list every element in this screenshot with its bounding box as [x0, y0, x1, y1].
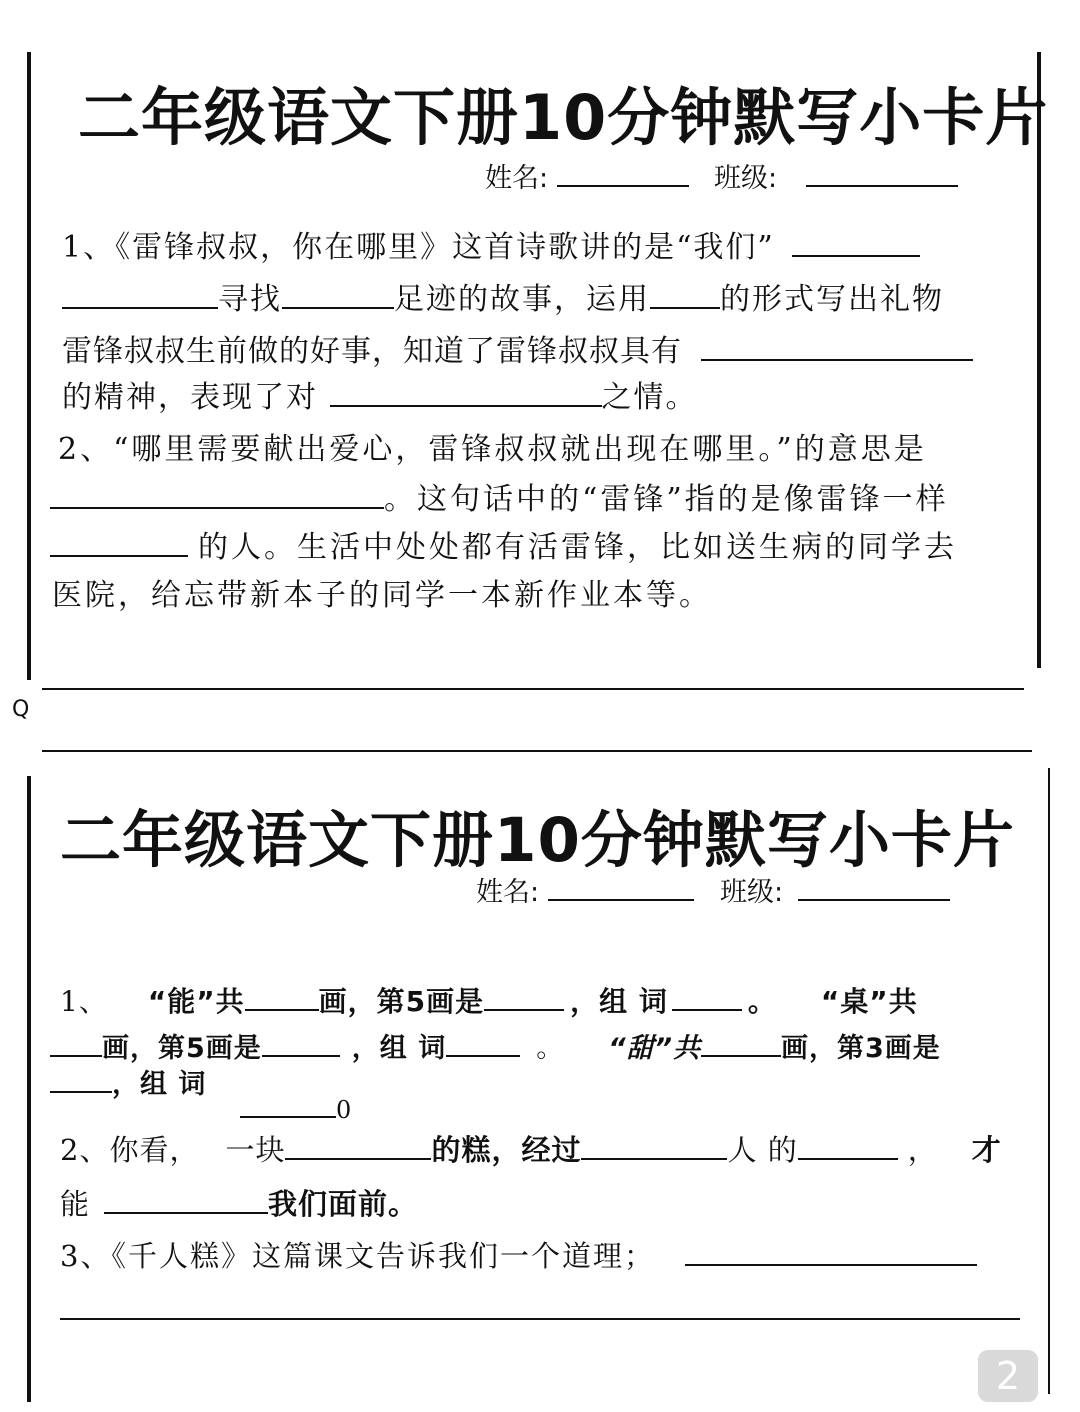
card1-blank-6[interactable]: [330, 379, 602, 407]
q3-text: 3、《千人糕》这篇课文告诉我们一个道理；: [60, 1239, 655, 1273]
q2-text-b: 一块: [225, 1133, 286, 1167]
card1-line-6: [50, 474, 949, 518]
q2-text-d: 人 的: [727, 1133, 798, 1167]
q2-text-f: 才: [971, 1133, 1002, 1167]
q1-text-i: “甜”共: [608, 1033, 701, 1064]
card1-blank-7[interactable]: [50, 481, 384, 509]
q1-text-a: “能”共: [147, 985, 245, 1018]
card1-line-3: [62, 326, 973, 370]
card1-line-8: [52, 570, 712, 614]
card2-q1-line-4: [240, 1094, 353, 1124]
q3-blank-1[interactable]: [685, 1238, 977, 1266]
card2-left-border: [27, 776, 31, 1402]
card2-q1-line-2: [50, 1026, 941, 1065]
card2-class-field: [720, 870, 950, 909]
card1-left-border: [27, 52, 31, 680]
card1-blank-5[interactable]: [701, 333, 973, 361]
q1-blank-2[interactable]: [484, 983, 564, 1011]
card1-line-4-text-b: 之情。: [601, 380, 698, 415]
card1-line-2: [62, 274, 944, 318]
q2-text-h: 我们面前。: [268, 1187, 419, 1221]
q2-text-e: ，: [907, 1133, 938, 1167]
q1-text-b: 画，第5画是: [318, 985, 485, 1018]
card1-line-4-text-a: 的精神，表现了对: [62, 380, 318, 415]
card1-line-5: [58, 424, 927, 468]
separator-line-bottom: [42, 750, 1032, 752]
card1-title: 二年级语文下册10分钟默写小卡片: [78, 81, 1049, 154]
q1-text-h: 。: [536, 1033, 565, 1064]
card1-line-2-text-c: 的形式写出礼物: [720, 282, 944, 317]
card1-blank-8[interactable]: [50, 529, 188, 557]
q3-answer-line[interactable]: [60, 1318, 1020, 1320]
card1-line-1: [62, 222, 920, 266]
card2-name-field: [476, 870, 694, 909]
q1-text-d: 。: [747, 985, 777, 1018]
card1-line-7-text: 的人。生活中处处都有活雷锋，比如送生病的同学去: [198, 530, 957, 565]
card2-q1-line-3: [50, 1062, 206, 1101]
card1-line-2-text-b: 足迹的故事，运用: [394, 282, 650, 317]
q1-text-g: ，组 词: [351, 1033, 447, 1064]
separator-line-top: [42, 688, 1024, 690]
q1-blank-1[interactable]: [245, 983, 319, 1011]
q1-number: 1、: [60, 985, 108, 1018]
card1-line-7: [50, 522, 957, 566]
q2-text-a: 2、你看，: [60, 1133, 200, 1167]
card2-name-blank[interactable]: [548, 873, 694, 901]
card1-blank-2[interactable]: [62, 281, 218, 309]
card1-name-label: 姓名:: [485, 163, 549, 194]
card1-line-4: [62, 372, 698, 416]
q2-text-g: 能: [60, 1187, 91, 1221]
card1-line-1-text: 1、《雷锋叔叔，你在哪里》这首诗歌讲的是“我们”: [62, 230, 775, 265]
card2-name-label: 姓名:: [476, 877, 540, 908]
q2-blank-4[interactable]: [104, 1186, 268, 1214]
q2-text-c: 的糕，经过: [431, 1133, 582, 1167]
page-number-badge: 2: [978, 1350, 1038, 1402]
q1-text-f: 画，第5画是: [102, 1033, 262, 1064]
card1-blank-3[interactable]: [282, 281, 394, 309]
card1-line-3-text: 雷锋叔叔生前做的好事，知道了雷锋叔叔具有: [62, 334, 682, 369]
q1-text-l: 0: [336, 1096, 354, 1124]
separator-mark: Q: [12, 697, 30, 722]
q1-blank-6[interactable]: [446, 1029, 520, 1057]
card1-line-6-text: 。这句话中的“雷锋”指的是像雷锋一样: [384, 482, 949, 517]
card1-line-8-text: 医院，给忘带新本子的同学一本新作业本等。: [52, 578, 712, 613]
card1-blank-1[interactable]: [792, 229, 920, 257]
q1-blank-4[interactable]: [50, 1029, 102, 1057]
q2-blank-2[interactable]: [581, 1132, 727, 1160]
card2-class-blank[interactable]: [798, 873, 950, 901]
card2-q2-line-2: [60, 1182, 418, 1223]
card2-title: 二年级语文下册10分钟默写小卡片: [60, 805, 1015, 876]
q2-blank-1[interactable]: [285, 1132, 431, 1160]
card2-class-label: 班级:: [720, 877, 784, 908]
q1-blank-5[interactable]: [262, 1029, 340, 1057]
card2-q2-line-1: [60, 1128, 1002, 1169]
q1-blank-8[interactable]: [50, 1065, 112, 1093]
card1-class-label: 班级:: [714, 163, 778, 194]
card1-name-blank[interactable]: [557, 159, 689, 187]
card1-class-blank[interactable]: [806, 159, 958, 187]
q1-blank-9[interactable]: [240, 1094, 336, 1118]
card1-blank-4[interactable]: [650, 281, 720, 309]
q1-blank-7[interactable]: [701, 1029, 781, 1057]
card1-name-field: [485, 156, 689, 195]
card1-line-5-text: 2、“哪里需要献出爱心，雷锋叔叔就出现在哪里。”的意思是: [58, 432, 927, 467]
q1-text-c: ，组 词: [570, 985, 668, 1018]
card1-class-field: [714, 156, 958, 195]
card2-right-border: [1048, 768, 1050, 1394]
q1-text-k: ，组 词: [112, 1069, 207, 1100]
q1-text-e: “桌”共: [820, 985, 918, 1018]
card1-line-2-text-a: 寻找: [218, 282, 282, 317]
q1-text-j: 画，第3画是: [780, 1033, 941, 1064]
card2-q3-line-1: [60, 1234, 977, 1275]
q2-blank-3[interactable]: [798, 1132, 898, 1160]
card2-q1-line-1: [60, 980, 918, 1020]
q1-blank-3[interactable]: [672, 983, 742, 1011]
